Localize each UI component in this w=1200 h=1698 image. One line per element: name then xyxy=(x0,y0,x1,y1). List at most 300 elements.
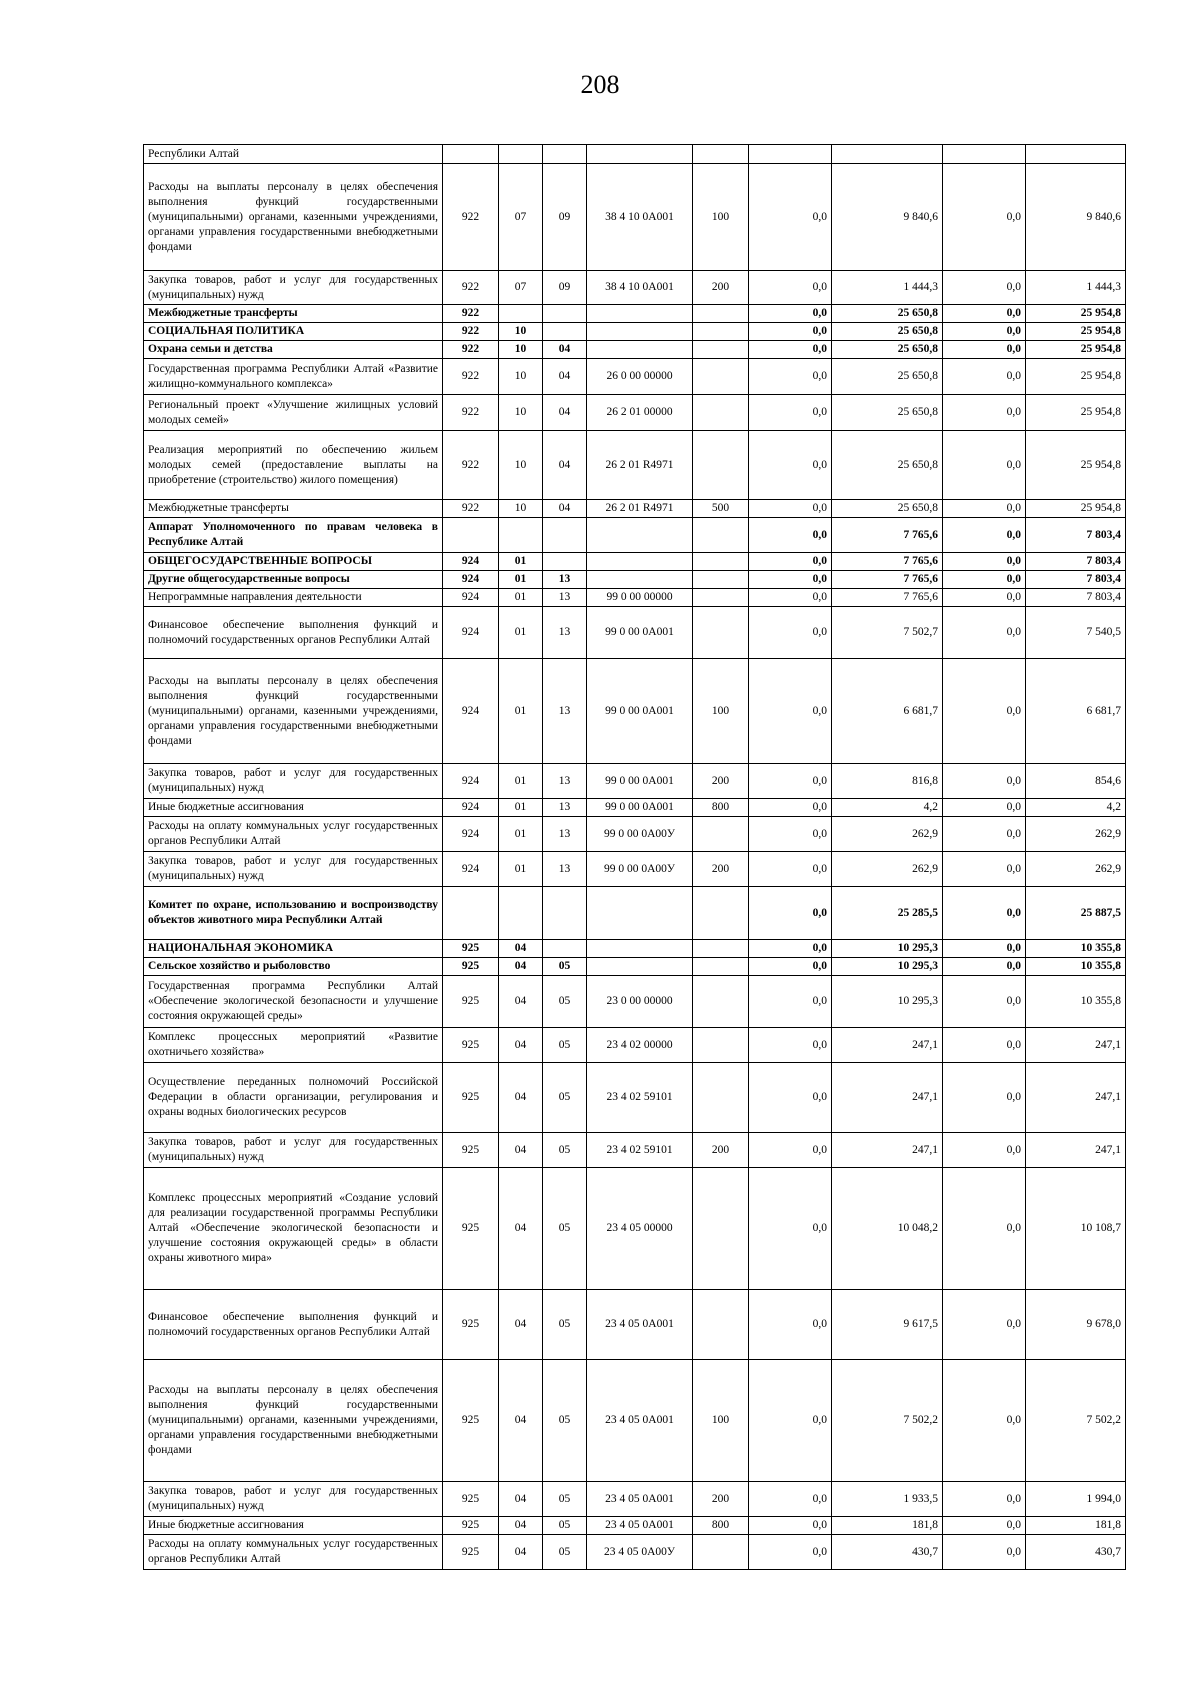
value-2-cell: 430,7 xyxy=(832,1535,943,1570)
value-3-cell: 0,0 xyxy=(943,395,1026,431)
table-row xyxy=(144,323,1126,341)
subsection-code-cell xyxy=(543,145,587,164)
row-name-cell: Непрограммные направления деятельности xyxy=(144,589,443,607)
value-4-cell: 7 540,5 xyxy=(1026,607,1126,659)
value-3-cell: 0,0 xyxy=(943,305,1026,323)
subsection-code-cell xyxy=(543,518,587,553)
org-code-cell: 922 xyxy=(443,323,499,341)
subsection-code-cell xyxy=(543,305,587,323)
section-code-cell: 04 xyxy=(499,1535,543,1570)
expense-type-cell xyxy=(693,817,749,852)
subsection-code-cell: 04 xyxy=(543,359,587,395)
subsection-code-cell: 13 xyxy=(543,659,587,764)
value-3-cell: 0,0 xyxy=(943,976,1026,1028)
section-code-cell: 01 xyxy=(499,553,543,571)
subsection-code-cell: 05 xyxy=(543,1028,587,1063)
expense-type-cell xyxy=(693,607,749,659)
row-name-cell: Иные бюджетные ассигнования xyxy=(144,1517,443,1535)
value-3-cell: 0,0 xyxy=(943,817,1026,852)
expense-type-cell: 500 xyxy=(693,500,749,518)
value-3-cell: 0,0 xyxy=(943,323,1026,341)
value-3-cell: 0,0 xyxy=(943,940,1026,958)
row-name-cell: Расходы на выплаты персоналу в целях обеспечения выполнения функций государственными (муниципальными) органами, казенными учреждениями, органами управления государственными внебюджетными фондами xyxy=(144,1360,443,1482)
section-code-cell xyxy=(499,518,543,553)
row-name-cell: Межбюджетные трансферты xyxy=(144,305,443,323)
row-name-cell: Государственная программа Республики Алтай «Обеспечение экологической безопасности и улучшение состояния окружающей среды» xyxy=(144,976,443,1028)
value-1-cell: 0,0 xyxy=(749,1482,832,1517)
value-2-cell: 25 650,8 xyxy=(832,341,943,359)
expense-type-cell: 200 xyxy=(693,764,749,799)
section-code-cell: 04 xyxy=(499,1028,543,1063)
target-code-cell xyxy=(587,305,693,323)
value-4-cell: 4,2 xyxy=(1026,799,1126,817)
value-1-cell: 0,0 xyxy=(749,1290,832,1360)
value-1-cell: 0,0 xyxy=(749,305,832,323)
section-code-cell: 01 xyxy=(499,764,543,799)
expense-type-cell xyxy=(693,341,749,359)
subsection-code-cell: 05 xyxy=(543,1482,587,1517)
value-4-cell: 25 954,8 xyxy=(1026,395,1126,431)
value-1-cell: 0,0 xyxy=(749,1028,832,1063)
table-row xyxy=(144,852,1126,887)
value-3-cell: 0,0 xyxy=(943,1063,1026,1133)
value-1-cell: 0,0 xyxy=(749,1517,832,1535)
target-code-cell: 23 4 02 59101 xyxy=(587,1063,693,1133)
value-1-cell: 0,0 xyxy=(749,764,832,799)
target-code-cell: 23 4 05 00000 xyxy=(587,1168,693,1290)
org-code-cell: 925 xyxy=(443,1290,499,1360)
value-4-cell: 9 678,0 xyxy=(1026,1290,1126,1360)
org-code-cell: 925 xyxy=(443,1517,499,1535)
table-row xyxy=(144,518,1126,553)
subsection-code-cell: 04 xyxy=(543,500,587,518)
row-name-cell: Охрана семьи и детства xyxy=(144,341,443,359)
row-name-cell: Комплекс процессных мероприятий «Создание условий для реализации государственной программы Республики Алтай «Обеспечение экологической безопасности и улучшение состояния окружающей среды» в области охраны животного мира» xyxy=(144,1168,443,1290)
value-1-cell: 0,0 xyxy=(749,395,832,431)
value-3-cell: 0,0 xyxy=(943,1290,1026,1360)
value-1-cell: 0,0 xyxy=(749,271,832,305)
value-4-cell: 10 355,8 xyxy=(1026,940,1126,958)
value-4-cell: 247,1 xyxy=(1026,1028,1126,1063)
row-name-cell: Закупка товаров, работ и услуг для государственных (муниципальных) нужд xyxy=(144,1482,443,1517)
value-3-cell: 0,0 xyxy=(943,1133,1026,1168)
org-code-cell: 925 xyxy=(443,958,499,976)
subsection-code-cell: 09 xyxy=(543,164,587,271)
value-2-cell: 25 650,8 xyxy=(832,359,943,395)
section-code-cell: 04 xyxy=(499,1290,543,1360)
target-code-cell: 23 4 05 0A001 xyxy=(587,1360,693,1482)
value-3-cell: 0,0 xyxy=(943,518,1026,553)
org-code-cell: 922 xyxy=(443,341,499,359)
target-code-cell: 26 0 00 00000 xyxy=(587,359,693,395)
value-4-cell: 10 355,8 xyxy=(1026,976,1126,1028)
row-name-cell: Расходы на оплату коммунальных услуг государственных органов Республики Алтай xyxy=(144,817,443,852)
section-code-cell: 04 xyxy=(499,1063,543,1133)
value-2-cell: 9 617,5 xyxy=(832,1290,943,1360)
section-code-cell: 04 xyxy=(499,1168,543,1290)
target-code-cell: 23 0 00 00000 xyxy=(587,976,693,1028)
subsection-code-cell: 13 xyxy=(543,571,587,589)
value-3-cell: 0,0 xyxy=(943,852,1026,887)
value-3-cell: 0,0 xyxy=(943,1482,1026,1517)
value-1-cell: 0,0 xyxy=(749,553,832,571)
section-code-cell xyxy=(499,145,543,164)
value-3-cell: 0,0 xyxy=(943,607,1026,659)
org-code-cell: 924 xyxy=(443,764,499,799)
value-2-cell: 4,2 xyxy=(832,799,943,817)
target-code-cell xyxy=(587,958,693,976)
value-3-cell: 0,0 xyxy=(943,1360,1026,1482)
target-code-cell xyxy=(587,940,693,958)
value-1-cell: 0,0 xyxy=(749,589,832,607)
expense-type-cell: 200 xyxy=(693,1133,749,1168)
section-code-cell: 04 xyxy=(499,1360,543,1482)
subsection-code-cell: 05 xyxy=(543,976,587,1028)
value-4-cell: 6 681,7 xyxy=(1026,659,1126,764)
value-4-cell: 7 502,2 xyxy=(1026,1360,1126,1482)
value-1-cell: 0,0 xyxy=(749,1063,832,1133)
row-name-cell: Осуществление переданных полномочий Российской Федерации в области организации, регулирования и охраны водных биологических ресурсов xyxy=(144,1063,443,1133)
row-name-cell: Региональный проект «Улучшение жилищных условий молодых семей» xyxy=(144,395,443,431)
value-4-cell: 262,9 xyxy=(1026,817,1126,852)
value-2-cell: 25 650,8 xyxy=(832,323,943,341)
subsection-code-cell: 09 xyxy=(543,271,587,305)
target-code-cell xyxy=(587,341,693,359)
section-code-cell: 04 xyxy=(499,976,543,1028)
value-3-cell: 0,0 xyxy=(943,799,1026,817)
row-name-cell: Комплекс процессных мероприятий «Развитие охотничьего хозяйства» xyxy=(144,1028,443,1063)
row-name-cell: Закупка товаров, работ и услуг для государственных (муниципальных) нужд xyxy=(144,271,443,305)
expense-type-cell: 200 xyxy=(693,1482,749,1517)
table-row xyxy=(144,1290,1126,1360)
value-1-cell: 0,0 xyxy=(749,571,832,589)
value-4-cell: 7 803,4 xyxy=(1026,518,1126,553)
table-row xyxy=(144,589,1126,607)
section-code-cell: 10 xyxy=(499,341,543,359)
target-code-cell: 38 4 10 0A001 xyxy=(587,164,693,271)
value-3-cell: 0,0 xyxy=(943,341,1026,359)
value-1-cell: 0,0 xyxy=(749,817,832,852)
target-code-cell: 38 4 10 0A001 xyxy=(587,271,693,305)
value-1-cell: 0,0 xyxy=(749,1535,832,1570)
value-3-cell: 0,0 xyxy=(943,431,1026,500)
row-name-cell: Республики Алтай xyxy=(144,145,443,164)
expense-type-cell xyxy=(693,976,749,1028)
table-row xyxy=(144,305,1126,323)
expense-type-cell xyxy=(693,1535,749,1570)
value-1-cell: 0,0 xyxy=(749,518,832,553)
value-3-cell: 0,0 xyxy=(943,659,1026,764)
value-4-cell: 181,8 xyxy=(1026,1517,1126,1535)
table-row xyxy=(144,431,1126,500)
section-code-cell: 04 xyxy=(499,1133,543,1168)
org-code-cell: 924 xyxy=(443,589,499,607)
org-code-cell: 925 xyxy=(443,1063,499,1133)
value-4-cell: 7 803,4 xyxy=(1026,571,1126,589)
subsection-code-cell: 05 xyxy=(543,1517,587,1535)
section-code-cell: 07 xyxy=(499,164,543,271)
table-row xyxy=(144,1535,1126,1570)
row-name-cell: Аппарат Уполномоченного по правам человека в Республике Алтай xyxy=(144,518,443,553)
value-4-cell: 10 108,7 xyxy=(1026,1168,1126,1290)
subsection-code-cell: 05 xyxy=(543,1133,587,1168)
expense-type-cell: 200 xyxy=(693,271,749,305)
row-name-cell: Расходы на выплаты персоналу в целях обеспечения выполнения функций государственными (муниципальными) органами, казенными учреждениями, органами управления государственными внебюджетными фондами xyxy=(144,659,443,764)
expense-type-cell xyxy=(693,1290,749,1360)
value-2-cell: 1 444,3 xyxy=(832,271,943,305)
value-4-cell: 854,6 xyxy=(1026,764,1126,799)
value-3-cell: 0,0 xyxy=(943,500,1026,518)
section-code-cell: 01 xyxy=(499,659,543,764)
target-code-cell xyxy=(587,553,693,571)
target-code-cell xyxy=(587,518,693,553)
section-code-cell: 10 xyxy=(499,500,543,518)
org-code-cell: 925 xyxy=(443,1482,499,1517)
value-1-cell: 0,0 xyxy=(749,958,832,976)
value-4-cell: 25 954,8 xyxy=(1026,359,1126,395)
value-2-cell: 25 650,8 xyxy=(832,431,943,500)
value-3-cell: 0,0 xyxy=(943,589,1026,607)
budget-table xyxy=(143,144,1126,1570)
value-2-cell: 10 295,3 xyxy=(832,940,943,958)
subsection-code-cell xyxy=(543,323,587,341)
value-1-cell: 0,0 xyxy=(749,607,832,659)
table-row xyxy=(144,341,1126,359)
section-code-cell xyxy=(499,887,543,940)
value-2-cell: 7 765,6 xyxy=(832,571,943,589)
target-code-cell xyxy=(587,323,693,341)
value-1-cell: 0,0 xyxy=(749,500,832,518)
section-code-cell: 04 xyxy=(499,958,543,976)
target-code-cell xyxy=(587,571,693,589)
value-2-cell: 262,9 xyxy=(832,852,943,887)
value-2-cell: 7 765,6 xyxy=(832,518,943,553)
target-code-cell: 99 0 00 0A00У xyxy=(587,852,693,887)
value-4-cell: 25 954,8 xyxy=(1026,431,1126,500)
expense-type-cell: 100 xyxy=(693,659,749,764)
expense-type-cell xyxy=(693,589,749,607)
table-row xyxy=(144,1028,1126,1063)
value-1-cell xyxy=(749,145,832,164)
section-code-cell: 01 xyxy=(499,589,543,607)
table-body xyxy=(144,145,1126,1570)
expense-type-cell: 800 xyxy=(693,1517,749,1535)
value-4-cell: 430,7 xyxy=(1026,1535,1126,1570)
value-3-cell: 0,0 xyxy=(943,553,1026,571)
table-row xyxy=(144,958,1126,976)
value-2-cell: 1 933,5 xyxy=(832,1482,943,1517)
value-2-cell xyxy=(832,145,943,164)
target-code-cell: 26 2 01 00000 xyxy=(587,395,693,431)
target-code-cell: 26 2 01 R4971 xyxy=(587,500,693,518)
org-code-cell: 925 xyxy=(443,1028,499,1063)
subsection-code-cell: 13 xyxy=(543,817,587,852)
section-code-cell: 01 xyxy=(499,571,543,589)
expense-type-cell xyxy=(693,305,749,323)
value-2-cell: 25 650,8 xyxy=(832,395,943,431)
section-code-cell: 07 xyxy=(499,271,543,305)
value-1-cell: 0,0 xyxy=(749,1360,832,1482)
org-code-cell xyxy=(443,145,499,164)
target-code-cell: 99 0 00 0A00У xyxy=(587,817,693,852)
org-code-cell: 922 xyxy=(443,271,499,305)
value-4-cell: 262,9 xyxy=(1026,852,1126,887)
row-name-cell: Межбюджетные трансферты xyxy=(144,500,443,518)
org-code-cell xyxy=(443,518,499,553)
target-code-cell xyxy=(587,887,693,940)
target-code-cell: 26 2 01 R4971 xyxy=(587,431,693,500)
expense-type-cell xyxy=(693,145,749,164)
target-code-cell: 99 0 00 0A001 xyxy=(587,607,693,659)
value-3-cell: 0,0 xyxy=(943,1168,1026,1290)
table-row xyxy=(144,395,1126,431)
org-code-cell: 925 xyxy=(443,1535,499,1570)
subsection-code-cell: 05 xyxy=(543,1535,587,1570)
expense-type-cell xyxy=(693,958,749,976)
subsection-code-cell: 05 xyxy=(543,1168,587,1290)
expense-type-cell xyxy=(693,431,749,500)
value-4-cell: 7 803,4 xyxy=(1026,553,1126,571)
value-4-cell: 25 954,8 xyxy=(1026,500,1126,518)
subsection-code-cell: 05 xyxy=(543,1063,587,1133)
subsection-code-cell: 04 xyxy=(543,395,587,431)
value-2-cell: 25 650,8 xyxy=(832,500,943,518)
value-2-cell: 262,9 xyxy=(832,817,943,852)
table-row xyxy=(144,607,1126,659)
table-row xyxy=(144,1517,1126,1535)
value-2-cell: 7 765,6 xyxy=(832,553,943,571)
target-code-cell: 99 0 00 0A001 xyxy=(587,799,693,817)
target-code-cell: 99 0 00 00000 xyxy=(587,589,693,607)
value-1-cell: 0,0 xyxy=(749,976,832,1028)
subsection-code-cell xyxy=(543,940,587,958)
expense-type-cell xyxy=(693,571,749,589)
org-code-cell: 922 xyxy=(443,431,499,500)
value-1-cell: 0,0 xyxy=(749,359,832,395)
org-code-cell: 924 xyxy=(443,817,499,852)
value-2-cell: 6 681,7 xyxy=(832,659,943,764)
section-code-cell: 04 xyxy=(499,1517,543,1535)
target-code-cell: 99 0 00 0A001 xyxy=(587,764,693,799)
section-code-cell: 01 xyxy=(499,607,543,659)
value-4-cell: 25 887,5 xyxy=(1026,887,1126,940)
value-2-cell: 10 295,3 xyxy=(832,958,943,976)
value-2-cell: 7 765,6 xyxy=(832,589,943,607)
value-1-cell: 0,0 xyxy=(749,659,832,764)
row-name-cell: Закупка товаров, работ и услуг для государственных (муниципальных) нужд xyxy=(144,1133,443,1168)
section-code-cell: 04 xyxy=(499,940,543,958)
value-1-cell: 0,0 xyxy=(749,323,832,341)
row-name-cell: Сельское хозяйство и рыболовство xyxy=(144,958,443,976)
value-3-cell: 0,0 xyxy=(943,958,1026,976)
org-code-cell: 922 xyxy=(443,305,499,323)
target-code-cell: 99 0 00 0A001 xyxy=(587,659,693,764)
expense-type-cell xyxy=(693,1063,749,1133)
org-code-cell xyxy=(443,887,499,940)
expense-type-cell xyxy=(693,395,749,431)
expense-type-cell xyxy=(693,359,749,395)
row-name-cell: Закупка товаров, работ и услуг для государственных (муниципальных) нужд xyxy=(144,764,443,799)
value-2-cell: 7 502,2 xyxy=(832,1360,943,1482)
expense-type-cell xyxy=(693,553,749,571)
value-1-cell: 0,0 xyxy=(749,940,832,958)
value-1-cell: 0,0 xyxy=(749,1168,832,1290)
row-name-cell: Комитет по охране, использованию и воспроизводству объектов животного мира Республики Алтай xyxy=(144,887,443,940)
value-4-cell: 25 954,8 xyxy=(1026,341,1126,359)
value-3-cell: 0,0 xyxy=(943,1028,1026,1063)
row-name-cell: СОЦИАЛЬНАЯ ПОЛИТИКА xyxy=(144,323,443,341)
value-4-cell xyxy=(1026,145,1126,164)
table-row xyxy=(144,1063,1126,1133)
expense-type-cell xyxy=(693,887,749,940)
table-row xyxy=(144,940,1126,958)
table-row xyxy=(144,359,1126,395)
target-code-cell: 23 4 05 0A00У xyxy=(587,1535,693,1570)
value-4-cell: 247,1 xyxy=(1026,1133,1126,1168)
org-code-cell: 924 xyxy=(443,607,499,659)
target-code-cell xyxy=(587,145,693,164)
row-name-cell: Закупка товаров, работ и услуг для государственных (муниципальных) нужд xyxy=(144,852,443,887)
org-code-cell: 924 xyxy=(443,852,499,887)
value-3-cell xyxy=(943,145,1026,164)
page-number: 208 xyxy=(580,70,620,99)
table-row xyxy=(144,164,1126,271)
subsection-code-cell: 04 xyxy=(543,341,587,359)
org-code-cell: 925 xyxy=(443,1133,499,1168)
subsection-code-cell: 13 xyxy=(543,852,587,887)
row-name-cell: Расходы на выплаты персоналу в целях обеспечения выполнения функций государственными (муниципальными) органами, казенными учреждениями, органами управления государственными внебюджетными фондами xyxy=(144,164,443,271)
table-row xyxy=(144,1360,1126,1482)
value-1-cell: 0,0 xyxy=(749,164,832,271)
table-row xyxy=(144,1482,1126,1517)
subsection-code-cell: 05 xyxy=(543,1290,587,1360)
row-name-cell: Финансовое обеспечение выполнения функций и полномочий государственных органов Республики Алтай xyxy=(144,1290,443,1360)
row-name-cell: НАЦИОНАЛЬНАЯ ЭКОНОМИКА xyxy=(144,940,443,958)
value-2-cell: 10 048,2 xyxy=(832,1168,943,1290)
value-4-cell: 1 444,3 xyxy=(1026,271,1126,305)
value-4-cell: 10 355,8 xyxy=(1026,958,1126,976)
expense-type-cell xyxy=(693,940,749,958)
value-3-cell: 0,0 xyxy=(943,571,1026,589)
subsection-code-cell: 05 xyxy=(543,1360,587,1482)
subsection-code-cell: 13 xyxy=(543,799,587,817)
section-code-cell: 10 xyxy=(499,359,543,395)
target-code-cell: 23 4 02 59101 xyxy=(587,1133,693,1168)
subsection-code-cell: 05 xyxy=(543,958,587,976)
value-4-cell: 25 954,8 xyxy=(1026,305,1126,323)
expense-type-cell xyxy=(693,518,749,553)
value-4-cell: 1 994,0 xyxy=(1026,1482,1126,1517)
subsection-code-cell xyxy=(543,887,587,940)
subsection-code-cell xyxy=(543,553,587,571)
org-code-cell: 925 xyxy=(443,940,499,958)
row-name-cell: Расходы на оплату коммунальных услуг государственных органов Республики Алтай xyxy=(144,1535,443,1570)
value-2-cell: 247,1 xyxy=(832,1063,943,1133)
table-row xyxy=(144,553,1126,571)
value-3-cell: 0,0 xyxy=(943,764,1026,799)
value-2-cell: 816,8 xyxy=(832,764,943,799)
org-code-cell: 922 xyxy=(443,359,499,395)
org-code-cell: 925 xyxy=(443,1360,499,1482)
table-row xyxy=(144,1133,1126,1168)
table-row xyxy=(144,817,1126,852)
value-2-cell: 10 295,3 xyxy=(832,976,943,1028)
value-4-cell: 7 803,4 xyxy=(1026,589,1126,607)
value-1-cell: 0,0 xyxy=(749,887,832,940)
table-row xyxy=(144,271,1126,305)
table-row xyxy=(144,1168,1126,1290)
org-code-cell: 922 xyxy=(443,500,499,518)
